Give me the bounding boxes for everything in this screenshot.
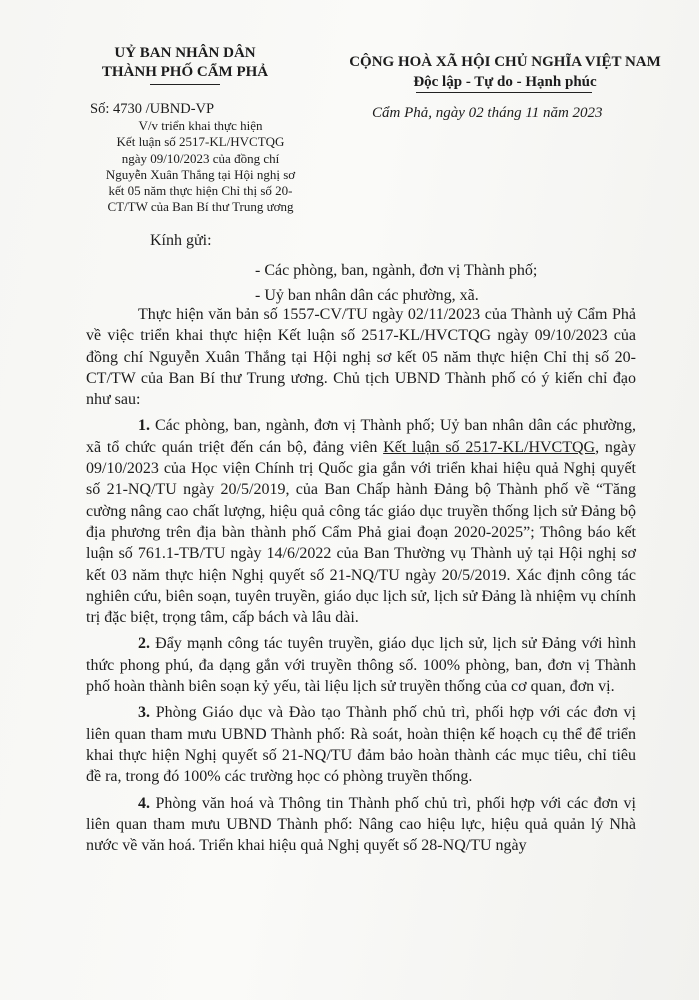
subject-line: V/v triển khai thực hiện (138, 118, 263, 133)
conclusion-reference: Kết luận số 2517-KL/HVCTQG (383, 438, 596, 456)
paragraph-number: 3. (138, 704, 150, 722)
document-number: Số: 4730 /UBND-VP (90, 101, 215, 117)
national-header (330, 52, 680, 92)
intro-paragraph: Thực hiện văn bản số 1557-CV/TU ngày 02/11/2023 của Thành uỷ Cẩm Phả về việc triển khai thực hiện Kết luận số 2517-KL/HVCTQG ngày 09/10/2023 của đồng chí Nguyễn Xuân Thắng tại Hội nghị sơ kết 05 năm thực hiện Chỉ thị số 20-CT/TW của Ban Bí thư Trung ương. Chủ tịch UBND Thành phố có ý kiến chỉ đạo như sau: (86, 306, 636, 409)
paragraph-text: Đẩy mạnh công tác tuyên truyền, giáo dục lịch sử, lịch sử Đảng với hình thức phong phú, đa dạng gắn với truyền thông số. 100% phòng, ban, đơn vị Thành phố hoàn thành biên soạn kỷ yếu, tài liệu lịch sử truyền thống của cơ quan, đơn vị. (86, 635, 636, 696)
paragraph-2 (86, 633, 636, 697)
document-body (86, 304, 636, 861)
recipient-list (255, 258, 537, 308)
motto-underline (416, 92, 592, 93)
subject-line: Kết luận số 2517-KL/HVCTQG (116, 134, 285, 150)
issuing-agency (70, 44, 300, 82)
paragraph-text: Phòng văn hoá và Thông tin Thành phố chủ trì, phối hợp với các đơn vị liên quan tham mưu UBND Thành phố: Nâng cao hiệu lực, hiệu quả quản lý Nhà nước về văn hoá. Triển khai hiệu quả Nghị quyết số 28-NQ/TU ngày (86, 794, 636, 855)
place-and-date: Cẩm Phả, ngày 02 tháng 11 năm 2023 (372, 105, 603, 121)
greeting: Kính gửi: (150, 232, 212, 249)
subject-line: Nguyễn Xuân Thắng tại Hội nghị sơ (105, 166, 296, 182)
subject-line: ngày 09/10/2023 của đồng chí (121, 150, 280, 166)
paragraph-text: , ngày 09/10/2023 của Học viện Chính trị Quốc gia gắn với triển khai hiệu quả Nghị quyết số 21-NQ/TU ngày 20/5/2019, của Ban Chấp hành Đảng bộ Thành phố về “Tăng cường nâng cao chất lượng, hiệu quả công tác giáo dục truyền thống lịch sử Đảng bộ địa phương trên địa bàn thành phố Cẩm Phả giai đoạn 2020-2025”; Thông báo kết luận số 761.1-TB/TU ngày 14/6/2022 của Ban Thường vụ Thành uỷ tại Hội nghị sơ kết 03 năm thực hiện Nghị quyết số 21-NQ/TU ngày 20/5/2019. Xác định công tác nghiên cứu, biên soạn, tuyên truyền, giáo dục lịch sử, lịch sử Đảng là nhiệm vụ chính trị đặc biệt, trọng tâm, cấp bách và lâu dài. (86, 438, 636, 627)
paragraph-number: 1. (138, 417, 150, 435)
paragraph-text: Phòng Giáo dục và Đào tạo Thành phố chủ trì, phối hợp với các đơn vị liên quan tham mưu UBND Thành phố: Rà soát, hoàn thiện kế hoạch cụ thể để triển khai thực hiện Nghị quyết số 21-NQ/TU đảm bảo hoàn thành các mục tiêu, chỉ tiêu đề ra, trong đó 100% các trường học có phòng truyền thống. (86, 704, 636, 786)
subject-line: CT/TW của Ban Bí thư Trung ương (107, 199, 294, 215)
paragraph-number: 4. (138, 794, 150, 812)
paragraph-3 (86, 702, 636, 787)
paragraph-number: 2. (138, 635, 150, 653)
agency-line-1: UỶ BAN NHÂN DÂN (114, 45, 256, 61)
recipient-item: - Uỷ ban nhân dân các phường, xã. (255, 287, 479, 304)
subject-line: kết 05 năm thực hiện Chỉ thị số 20- (108, 183, 293, 199)
paragraph-1 (86, 415, 636, 628)
nation-title: CỘNG HOÀ XÃ HỘI CHỦ NGHĨA VIỆT NAM (349, 54, 661, 70)
agency-line-2: THÀNH PHỐ CẨM PHẢ (101, 64, 269, 80)
document-subject (78, 118, 323, 216)
paragraph-text: Các phòng, ban, ngành, đơn vị Thành phố; Uỷ ban nhân dân các phường, xã tổ chức quán triệt đến cán bộ, đảng viên (86, 417, 636, 456)
recipient-item: - Các phòng, ban, ngành, đơn vị Thành phố; (255, 262, 538, 279)
paragraph-4 (86, 793, 636, 857)
agency-underline (150, 84, 220, 85)
nation-motto: Độc lập - Tự do - Hạnh phúc (413, 74, 597, 90)
